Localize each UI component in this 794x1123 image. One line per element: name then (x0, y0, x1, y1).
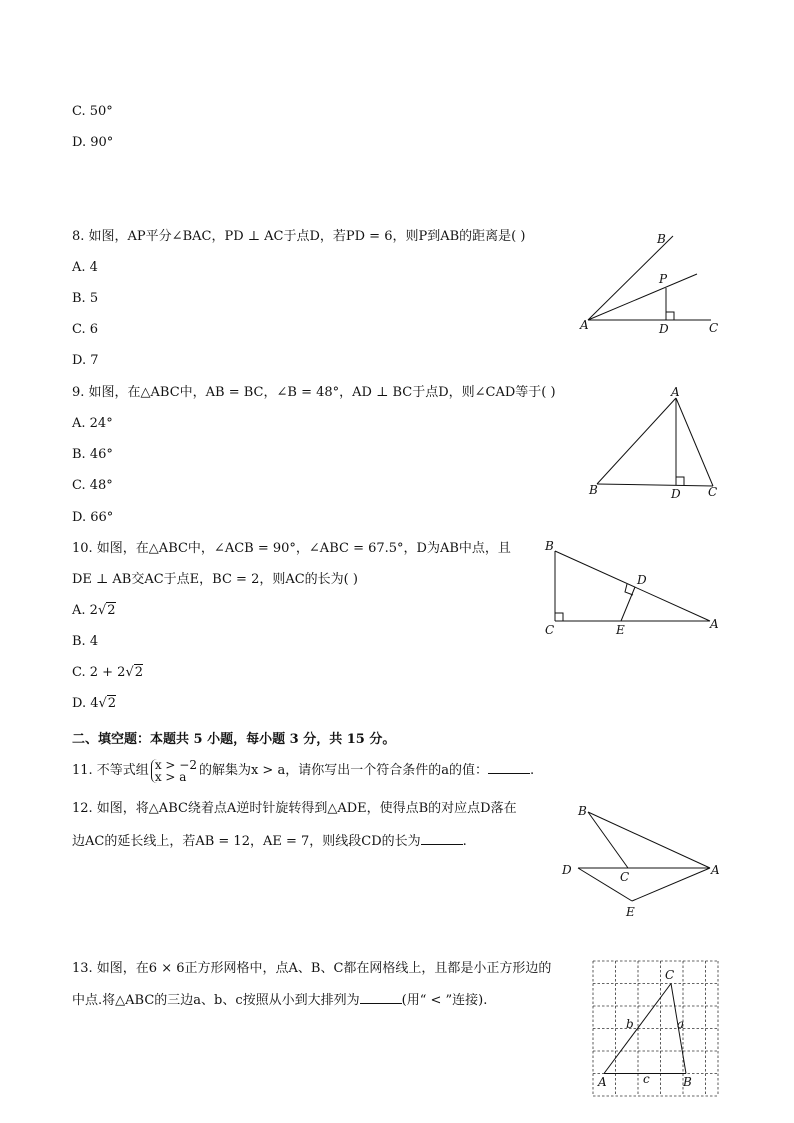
q9-side-bc (597, 484, 713, 486)
q10-label-c: C (545, 623, 555, 637)
q13-grid (593, 961, 718, 1096)
q10-side-ab (555, 551, 710, 621)
q12-answer-blank[interactable] (421, 832, 463, 845)
section-fill-in-title: 二、填空题：本题共 5 小题，每小题 3 分，共 15 分。 (72, 732, 396, 747)
q10-label-b: B (545, 539, 554, 553)
q13-answer-blank[interactable] (360, 991, 402, 1004)
q8-figure (570, 225, 730, 340)
q13-label-a-vertex: A (598, 1075, 607, 1089)
q13-figure (585, 955, 725, 1103)
q8-stem: 8. 如图，AP平分∠BAC，PD ⊥ AC于点D，若PD = 6，则P到AB的距离是( ) (72, 229, 526, 244)
q8-option-c: C. 6 (72, 322, 99, 337)
q9-option-b: B. 46° (72, 447, 113, 462)
q10-option-b: B. 4 (72, 634, 99, 649)
q11-stem (72, 756, 534, 786)
q12-side-bc (588, 812, 628, 868)
q10-label-a: A (710, 617, 719, 631)
q13-stem-line2 (72, 991, 487, 1010)
q8-ray-ap (588, 274, 697, 320)
q12-stem-line1: 12. 如图，将△ABC绕着点A逆时针旋转得到△ADE，使得点B的对应点D落在 (72, 801, 517, 816)
q11-end: . (529, 763, 535, 778)
q8-option-a: A. 4 (72, 260, 98, 275)
q9-label-b: B (589, 483, 598, 497)
q10-option-c-sqrt-sign: √ (125, 665, 134, 680)
q7-option-d: D. 90° (72, 135, 114, 150)
q9-option-a: A. 24° (72, 416, 113, 431)
q9-option-d: D. 66° (72, 510, 114, 525)
q9-label-d: D (671, 487, 681, 501)
q12-stem-line2 (72, 832, 467, 851)
q12-stem-text: 边AC的延长线上，若AB = 12，AE = 7，则线段CD的长为 (72, 834, 421, 849)
q11-inequality-2: x > a (154, 769, 187, 784)
q13-stem-text: 中点.将△ABC的三边a、b、c按照从小到大排列为 (72, 993, 360, 1008)
q12-label-b: B (578, 804, 587, 818)
q9-figure (580, 385, 730, 505)
q13-label-b-vertex: B (683, 1075, 692, 1089)
q13-end: (用“ < ”连接). (401, 993, 488, 1008)
q9-right-angle-mark (676, 477, 684, 485)
q8-label-d: D (659, 322, 669, 336)
q10-option-a-sqrt-sign: √ (97, 603, 107, 618)
q13-label-a-side: a (677, 1017, 685, 1031)
q9-side-ab (597, 398, 676, 484)
q10-option-d (72, 695, 116, 713)
q10-option-a-radicand: 2 (107, 603, 116, 618)
q10-option-a-prefix: A. 2 (72, 603, 98, 618)
q10-option-c (72, 664, 143, 682)
q10-label-e: E (616, 623, 625, 637)
q10-stem-line2: DE ⊥ AB交AC于点E，BC = 2，则AC的长为( ) (72, 572, 358, 587)
q13-stem-line1: 13. 如图，在6 × 6正方形网格中，点A、B、C都在网格线上，且都是小正方形边的 (72, 961, 552, 976)
q10-option-d-sqrt-sign: √ (98, 696, 107, 711)
q8-label-c: C (709, 321, 719, 335)
q9-stem: 9. 如图，在△ABC中，AB = BC，∠B = 48°，AD ⊥ BC于点D，则∠CAD等于( ) (72, 385, 556, 400)
q10-option-c-prefix: C. 2 + 2 (72, 665, 126, 680)
q10-option-d-radicand: 2 (107, 696, 117, 711)
q10-stem-line1: 10. 如图，在△ABC中，∠ACB = 90°，∠ABC = 67.5°，D为AB中点，且 (72, 541, 511, 556)
q12-side-ba (588, 812, 710, 868)
q10-option-d-prefix: D. 4 (72, 696, 99, 711)
q13-label-c-vertex: C (665, 968, 675, 982)
q12-label-e: E (626, 905, 635, 919)
q9-side-ac (676, 398, 713, 486)
q10-option-c-radicand: 2 (134, 665, 144, 680)
q10-option-a (72, 602, 116, 620)
q11-inequality-1: x > −2 (154, 757, 197, 772)
q12-label-d: D (562, 863, 572, 877)
q10-figure (538, 535, 728, 640)
q12-label-c: C (620, 870, 630, 884)
q8-label-b: B (657, 232, 666, 246)
q12-label-a: A (711, 863, 720, 877)
q11-suffix: 的解集为x > a，请你写出一个符合条件的a的值： (198, 763, 488, 778)
q8-option-b: B. 5 (72, 291, 99, 306)
q8-label-p: P (659, 272, 668, 286)
q10-right-angle-mark-c (555, 613, 563, 621)
q7-option-c: C. 50° (72, 104, 113, 119)
q10-label-d: D (637, 573, 647, 587)
q12-side-ea (632, 868, 710, 901)
q10-segment-de (621, 587, 635, 621)
q8-option-d: D. 7 (72, 353, 99, 368)
q13-label-b-side: b (626, 1017, 634, 1031)
q11-answer-blank[interactable] (488, 761, 530, 774)
q8-label-a: A (580, 318, 589, 332)
q9-option-c: C. 48° (72, 478, 113, 493)
q8-right-angle-mark (666, 312, 674, 320)
q9-label-a: A (671, 385, 680, 399)
q13-label-c-side: c (643, 1072, 650, 1086)
q9-label-c: C (708, 485, 718, 499)
q12-end: . (462, 834, 467, 849)
q12-figure (555, 798, 730, 923)
q11-prefix: 11. 不等式组 (72, 763, 149, 778)
q11-inequality-system (151, 759, 197, 783)
